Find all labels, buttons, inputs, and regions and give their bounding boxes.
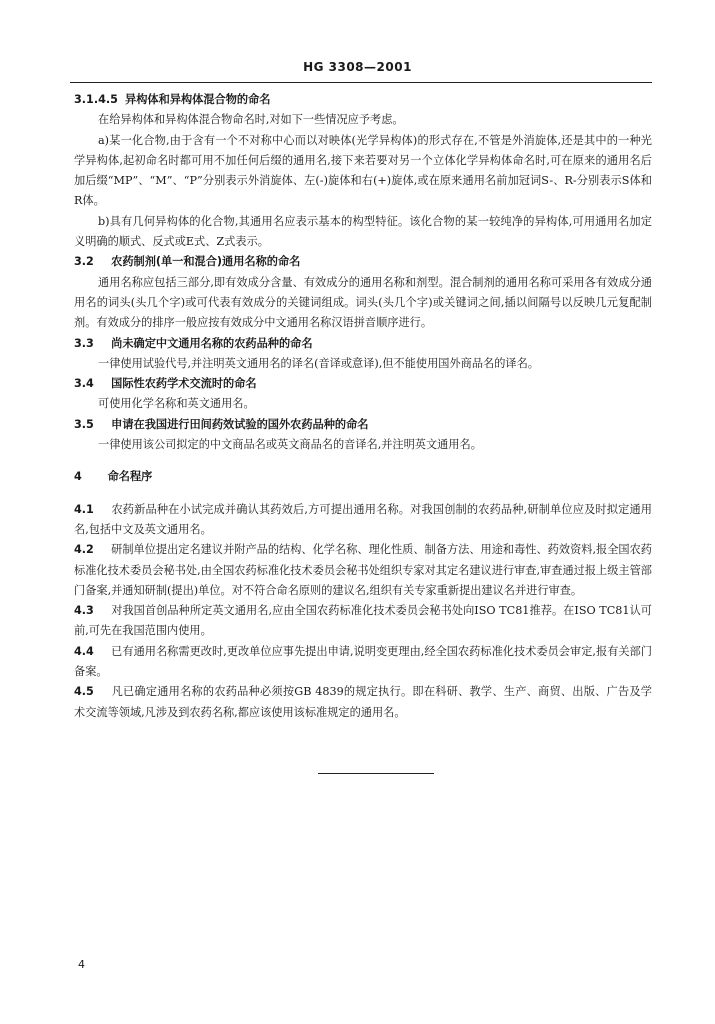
section-title: 国际性农药学术交流时的命名	[111, 377, 257, 391]
section-title: 申请在我国进行田间药效试验的国外农药品种的命名	[111, 417, 369, 431]
section-body: 对我国首创品种所定英文通用名,应由全国农药标准化技术委员会秘书处向ISO TC81推荐。在ISO TC81认可前,可先在我国范围内使用。	[74, 604, 652, 638]
section-number: 4.2	[74, 543, 94, 557]
section-3-1-4-5-item-b: b)具有几何异构体的化合物,其通用名应表示基本的构型特征。该化合物的某一较纯净的异构体,可用通用名加定义明确的顺式、反式或E式、Z式表示。	[74, 214, 652, 249]
section-4-4	[74, 642, 652, 683]
section-body: 农药新品种在小试完成并确认其药效后,方可提出通用名称。对我国创制的农药品种,研制单位应及时拟定通用名,包括中文及英文通用名。	[74, 502, 652, 536]
section-number: 4.1	[74, 502, 94, 516]
section-3-5-heading	[74, 415, 652, 435]
section-3-1-4-5-intro: 在给异构体和异构体混合物命名时,对如下一些情况应予考虑。	[98, 113, 404, 127]
section-gap	[74, 455, 652, 467]
section-3-2-heading	[74, 252, 652, 272]
section-4-heading	[74, 467, 652, 487]
section-3-2-body: 通用名称应包括三部分,即有效成分含量、有效成分的通用名称和剂型。混合制剂的通用名称可采用各有效成分通用名的词头(头几个字)或可代表有效成分的关键词组成。词头(头几个字)或关键词之间,插以间隔号以反映几元复配制剂。有效成分的排序一般应按有效成分中文通用名称汉语拼音顺序进行。	[74, 275, 652, 330]
section-number: 3.5	[74, 417, 94, 431]
section-3-1-4-5-heading	[74, 90, 652, 110]
section-number: 3.3	[74, 336, 94, 350]
section-number: 4.5	[74, 685, 94, 699]
section-title: 农药制剂(单一和混合)通用名称的命名	[111, 255, 301, 269]
section-3-4-heading	[74, 374, 652, 394]
section-body: 已有通用名称需更改时,更改单位应事先提出申请,说明变更理由,经全国农药标准化技术委员会审定,报有关部门备案。	[74, 644, 652, 679]
header-rule	[70, 82, 652, 83]
section-4-3	[74, 601, 652, 642]
section-3-3-body: 一律使用试验代号,并注明英文通用名的译名(音译或意译),但不能使用国外商品名的译名。	[98, 356, 539, 370]
section-4-2	[74, 540, 652, 601]
section-body: 凡已确定通用名称的农药品种必须按GB 4839的规定执行。即在科研、教学、生产、商贸、出版、广告及学术交流等领域,凡涉及到农药名称,都应该使用该标准规定的通用名。	[74, 685, 652, 719]
section-number: 4	[74, 470, 82, 484]
section-4-5	[74, 682, 652, 723]
standard-code-header: HG 3308—2001	[303, 60, 412, 74]
section-number: 3.1.4.5	[74, 93, 118, 106]
section-4-1	[74, 500, 652, 541]
section-3-5-body: 一律使用该公司拟定的中文商品名或英文商品名的音译名,并注明英文通用名。	[98, 438, 482, 452]
section-body: 研制单位提出定名建议并附产品的结构、化学名称、理化性质、制备方法、用途和毒性、药效资料,报全国农药标准化技术委员会秘书处,由全国农药标准化技术委员会秘书处组织专家对其定名建议进行审查,审查通过报上级主管部门备案,并通知研制(提出)单位。对不符合命名原则的建议名,组织有关专家重新提出建议名并进行审查。	[74, 543, 652, 597]
section-title: 异构体和异构体混合物的命名	[125, 93, 271, 106]
section-3-3-heading	[74, 334, 652, 354]
end-of-standard-rule	[318, 773, 434, 774]
section-number: 4.3	[74, 604, 94, 618]
section-gap	[74, 488, 652, 500]
page-number: 4	[78, 958, 85, 971]
section-title: 尚未确定中文通用名称的农药品种的命名	[111, 336, 313, 350]
section-3-1-4-5-item-a: a)某一化合物,由于含有一个不对称中心而以对映体(光学异构体)的形式存在,不管是外消旋体,还是其中的一种光学异构体,起初命名时都可用不加任何后缀的通用名,接下来若要对另一个立体化学异构体命名时,可在原来的通用名后加后缀“MP”、“M”、“P”分别表示外消旋体、左(-)旋体和右(+)旋体,或在原来通用名前加冠词S-、R-分别表示S体和R体。	[74, 133, 652, 208]
document-body	[74, 90, 652, 723]
section-title: 命名程序	[107, 470, 153, 484]
section-number: 4.4	[74, 644, 94, 658]
section-number: 3.2	[74, 255, 94, 269]
section-3-4-body: 可使用化学名称和英文通用名。	[98, 397, 255, 411]
section-number: 3.4	[74, 377, 94, 391]
